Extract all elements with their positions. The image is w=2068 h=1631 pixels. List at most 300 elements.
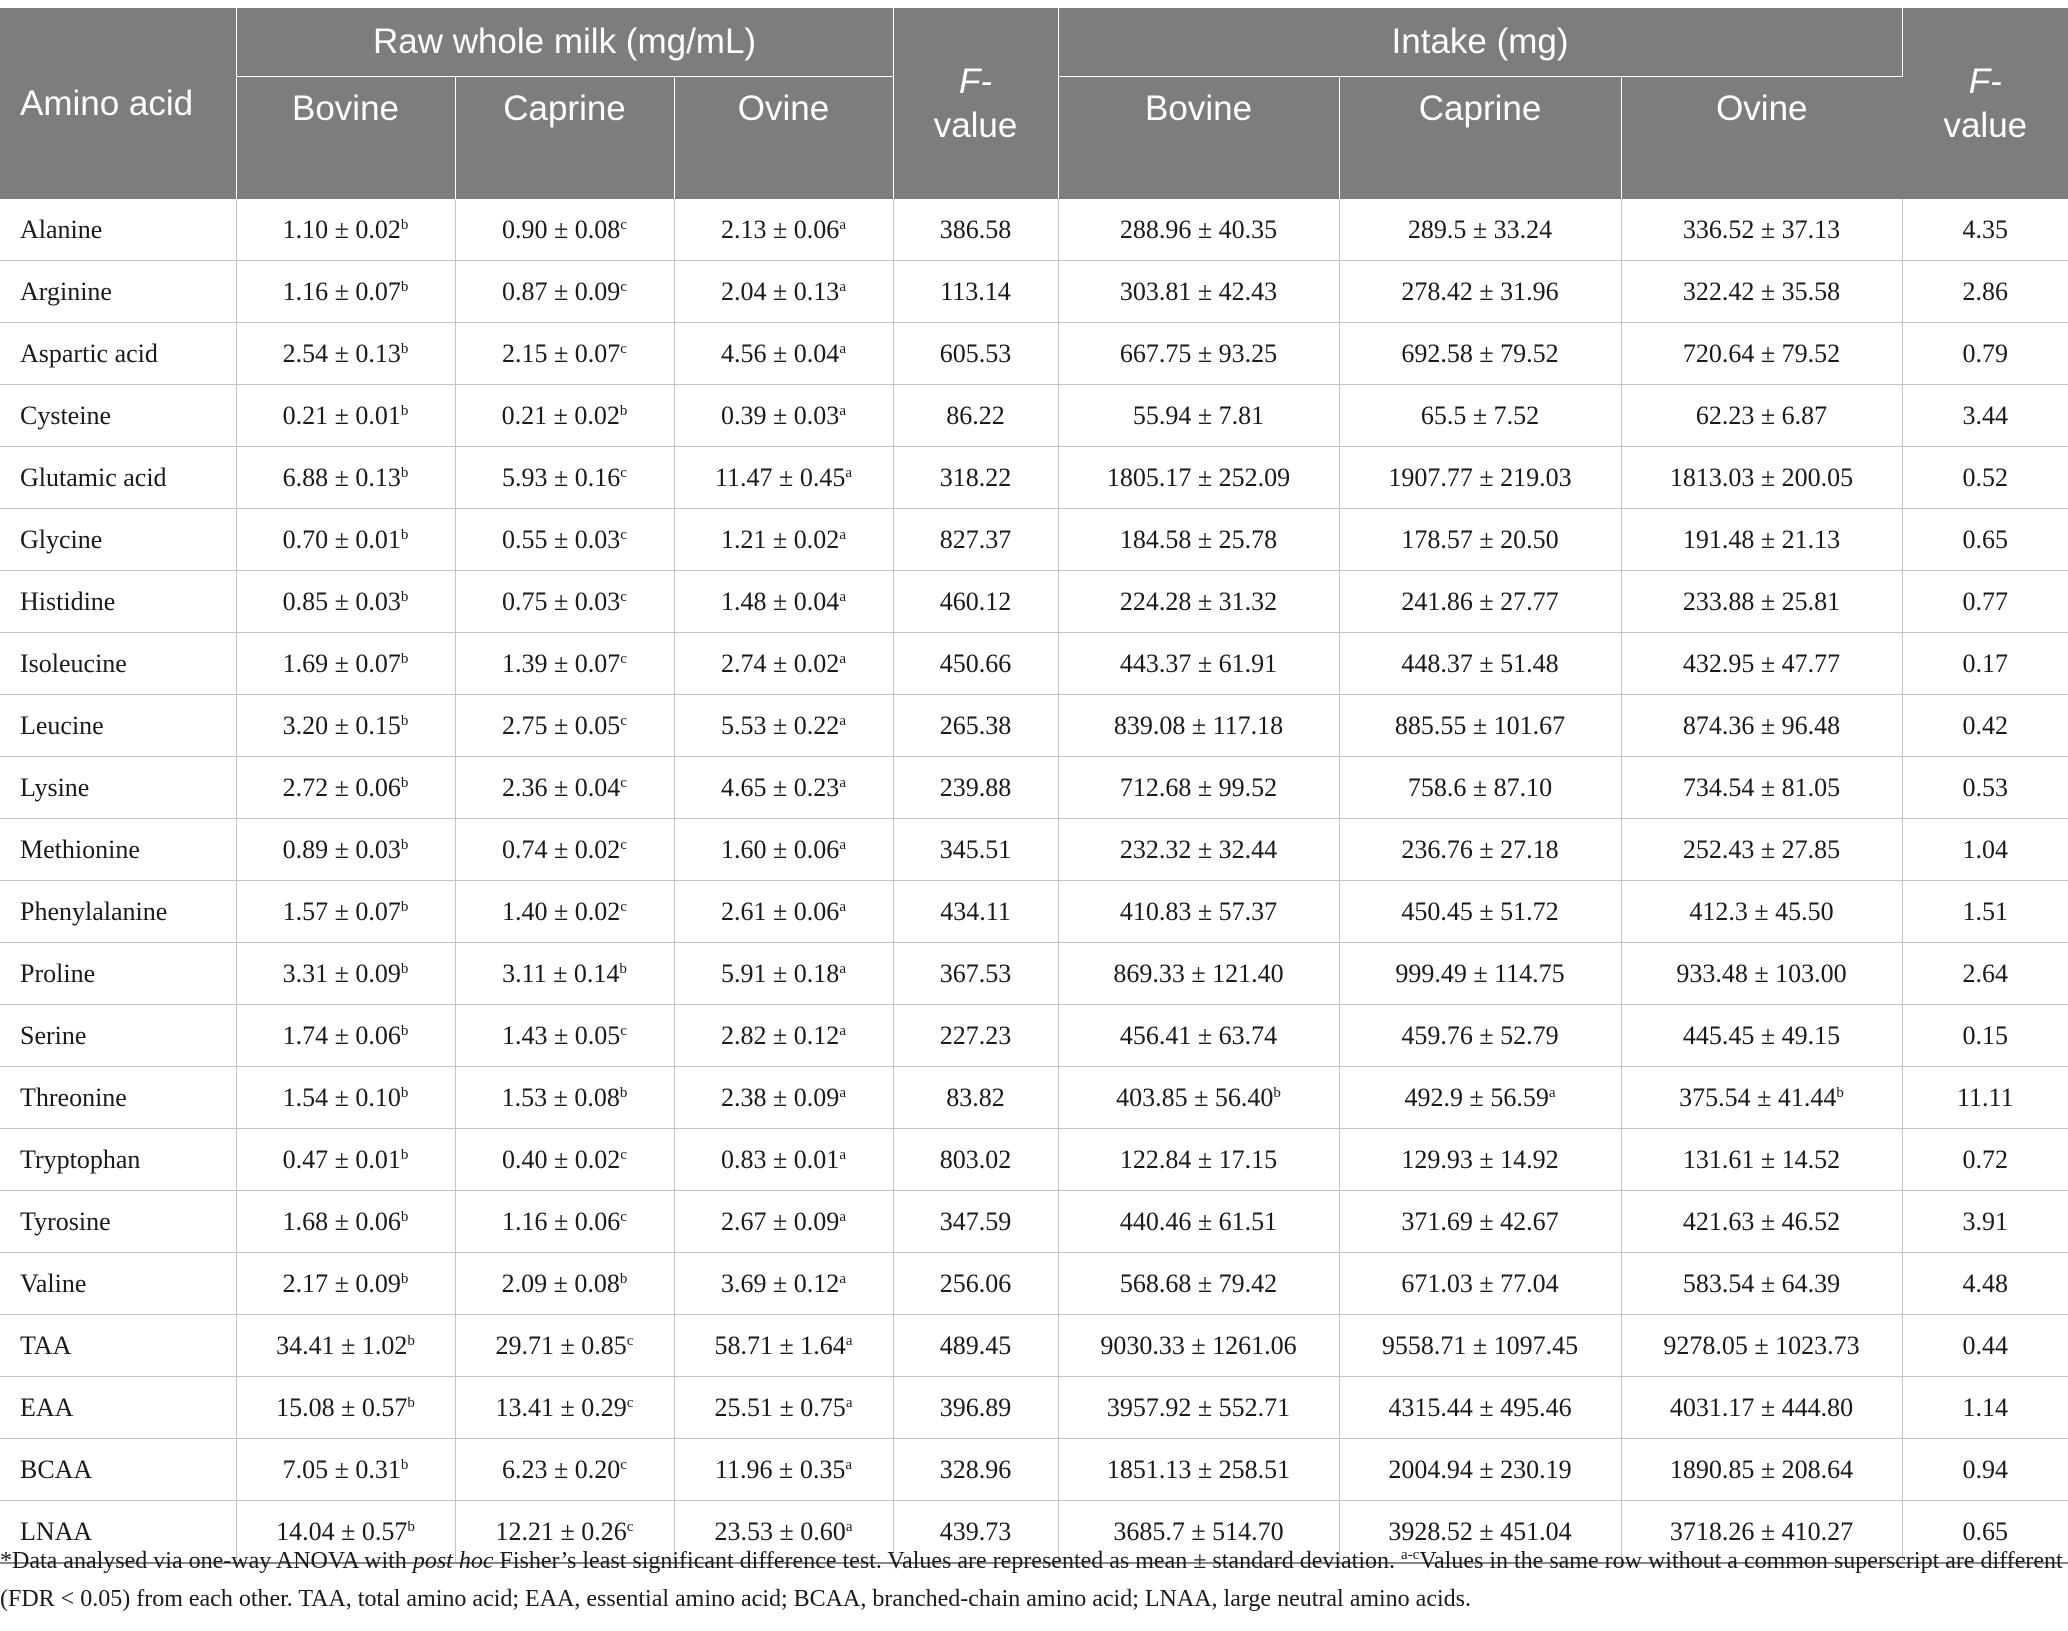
amino-acid-table — [0, 8, 2068, 1564]
cell-intake-ovine — [1621, 757, 1902, 819]
cell-intake-caprine-value: 178.57 ± 20.50 — [1401, 524, 1559, 554]
cell-raw-caprine — [455, 881, 674, 943]
cell-raw-ovine — [674, 1129, 893, 1191]
cell-intake-bovine-value: 712.68 ± 99.52 — [1119, 772, 1278, 802]
cell-raw-bovine-value: 6.88 ± 0.13 — [282, 462, 401, 492]
cell-f-value-intake-value: 2.86 — [1962, 276, 2009, 306]
table-row — [0, 385, 2068, 447]
cell-amino-acid-name-value: Arginine — [20, 276, 112, 306]
cell-raw-ovine-value: 1.48 ± 0.04 — [721, 586, 840, 616]
cell-f-value-raw — [893, 447, 1058, 509]
significance-superscript: c — [620, 774, 627, 791]
cell-amino-acid-name — [0, 323, 236, 385]
cell-raw-caprine-value: 29.71 ± 0.85 — [495, 1330, 627, 1360]
table-row — [0, 1005, 2068, 1067]
cell-intake-ovine-value: 3718.26 ± 410.27 — [1669, 1516, 1854, 1546]
significance-superscript: c — [620, 712, 627, 729]
cell-intake-bovine — [1058, 571, 1339, 633]
cell-raw-ovine-value: 23.53 ± 0.60 — [714, 1516, 846, 1546]
cell-raw-ovine-value: 2.74 ± 0.02 — [721, 648, 840, 678]
cell-intake-bovine — [1058, 881, 1339, 943]
cell-f-value-raw — [893, 633, 1058, 695]
significance-superscript: a — [839, 1146, 846, 1163]
cell-raw-caprine — [455, 1315, 674, 1377]
footnote-superscript: a-c — [1401, 1547, 1420, 1563]
cell-intake-bovine-value: 288.96 ± 40.35 — [1119, 214, 1278, 244]
cell-raw-caprine — [455, 695, 674, 757]
cell-raw-bovine — [236, 447, 455, 509]
cell-raw-bovine — [236, 1005, 455, 1067]
cell-intake-ovine-value: 874.36 ± 96.48 — [1682, 710, 1841, 740]
cell-raw-caprine — [455, 1005, 674, 1067]
table-body — [0, 199, 2068, 1563]
cell-raw-ovine-value: 2.13 ± 0.06 — [721, 214, 840, 244]
cell-raw-bovine — [236, 1439, 455, 1501]
cell-amino-acid-name — [0, 819, 236, 881]
cell-amino-acid-name — [0, 757, 236, 819]
cell-f-value-raw-value: 83.82 — [946, 1082, 1005, 1112]
cell-raw-ovine-value: 58.71 ± 1.64 — [714, 1330, 846, 1360]
cell-intake-caprine — [1339, 199, 1621, 261]
significance-superscript: b — [407, 1332, 415, 1349]
cell-intake-caprine — [1339, 447, 1621, 509]
significance-superscript: a — [839, 898, 846, 915]
cell-amino-acid-name — [0, 1315, 236, 1377]
cell-f-value-raw-value: 367.53 — [939, 958, 1012, 988]
cell-raw-ovine-value: 25.51 ± 0.75 — [714, 1392, 846, 1422]
cell-intake-caprine-value: 241.86 ± 27.77 — [1401, 586, 1559, 616]
cell-raw-caprine — [455, 323, 674, 385]
cell-amino-acid-name-value: Cysteine — [20, 400, 111, 430]
cell-raw-bovine-value: 2.72 ± 0.06 — [282, 772, 401, 802]
cell-intake-caprine-value: 2004.94 ± 230.19 — [1388, 1454, 1572, 1484]
cell-raw-caprine — [455, 943, 674, 1005]
cell-intake-bovine-value: 3957.92 ± 552.71 — [1106, 1392, 1291, 1422]
cell-intake-caprine-value: 278.42 ± 31.96 — [1401, 276, 1559, 306]
cell-intake-bovine — [1058, 943, 1339, 1005]
cell-raw-caprine — [455, 261, 674, 323]
cell-raw-caprine-value: 2.09 ± 0.08 — [501, 1268, 620, 1298]
cell-raw-caprine-value: 2.15 ± 0.07 — [502, 338, 621, 368]
table-row — [0, 1191, 2068, 1253]
significance-superscript: b — [400, 1146, 409, 1163]
cell-intake-ovine-value: 62.23 ± 6.87 — [1695, 400, 1828, 430]
table-row — [0, 1315, 2068, 1377]
cell-intake-caprine — [1339, 1377, 1621, 1439]
cell-raw-ovine — [674, 943, 893, 1005]
cell-amino-acid-name — [0, 633, 236, 695]
cell-raw-caprine-value: 1.53 ± 0.08 — [501, 1082, 620, 1112]
cell-f-value-raw-value: 803.02 — [939, 1144, 1012, 1174]
cell-intake-ovine — [1621, 943, 1902, 1005]
cell-amino-acid-name-value: Aspartic acid — [20, 338, 158, 368]
cell-raw-bovine-value: 15.08 ± 0.57 — [276, 1392, 408, 1422]
significance-superscript: c — [620, 1022, 627, 1039]
cell-intake-ovine-value: 131.61 ± 14.52 — [1682, 1144, 1841, 1174]
f-label: F- — [1968, 61, 2002, 101]
cell-f-value-intake — [1902, 1129, 2068, 1191]
significance-superscript: b — [400, 526, 409, 543]
cell-f-value-intake — [1902, 881, 2068, 943]
cell-amino-acid-name-value: Threonine — [20, 1082, 127, 1112]
cell-intake-ovine-value: 421.63 ± 46.52 — [1682, 1206, 1841, 1236]
cell-raw-ovine-value: 3.69 ± 0.12 — [721, 1268, 840, 1298]
cell-raw-ovine — [674, 819, 893, 881]
cell-f-value-raw-value: 396.89 — [939, 1392, 1012, 1422]
cell-raw-caprine-value: 2.36 ± 0.04 — [502, 772, 621, 802]
significance-superscript: b — [400, 836, 409, 853]
cell-raw-bovine — [236, 199, 455, 261]
cell-intake-caprine — [1339, 571, 1621, 633]
cell-raw-bovine-value: 1.69 ± 0.07 — [282, 648, 401, 678]
cell-intake-bovine — [1058, 1005, 1339, 1067]
cell-intake-caprine — [1339, 881, 1621, 943]
cell-f-value-raw — [893, 1005, 1058, 1067]
cell-intake-bovine-value: 403.85 ± 56.40 — [1116, 1082, 1274, 1112]
table-row — [0, 323, 2068, 385]
header-raw-caprine: Caprine — [455, 77, 674, 200]
significance-superscript: c — [626, 1332, 634, 1349]
cell-raw-ovine-value: 0.83 ± 0.01 — [721, 1144, 840, 1174]
cell-amino-acid-name — [0, 695, 236, 757]
cell-amino-acid-name — [0, 1129, 236, 1191]
cell-raw-caprine-value: 0.75 ± 0.03 — [502, 586, 621, 616]
cell-raw-bovine-value: 0.89 ± 0.03 — [282, 834, 401, 864]
cell-raw-bovine — [236, 1315, 455, 1377]
cell-raw-bovine-value: 1.74 ± 0.06 — [282, 1020, 401, 1050]
cell-raw-ovine — [674, 509, 893, 571]
cell-f-value-raw-value: 227.23 — [939, 1020, 1012, 1050]
header-raw-bovine: Bovine — [236, 77, 455, 200]
cell-intake-caprine — [1339, 1067, 1621, 1129]
cell-intake-caprine — [1339, 1439, 1621, 1501]
cell-intake-caprine — [1339, 1315, 1621, 1377]
footnote-text-2: Fisher’s least significant difference test. Values are represented as mean ± standard deviation. — [493, 1548, 1402, 1574]
amino-acid-table-container — [0, 8, 2068, 1564]
cell-raw-bovine — [236, 385, 455, 447]
cell-raw-caprine — [455, 199, 674, 261]
cell-raw-bovine-value: 1.10 ± 0.02 — [282, 214, 401, 244]
significance-superscript: b — [407, 1394, 415, 1411]
cell-intake-ovine — [1621, 695, 1902, 757]
cell-intake-bovine — [1058, 1067, 1339, 1129]
cell-raw-bovine-value: 0.70 ± 0.01 — [282, 524, 401, 554]
cell-amino-acid-name-value: Methionine — [20, 834, 140, 864]
cell-raw-ovine — [674, 199, 893, 261]
cell-raw-bovine-value: 0.21 ± 0.01 — [282, 400, 401, 430]
footnote-italic: post hoc — [412, 1548, 494, 1574]
cell-raw-ovine-value: 1.60 ± 0.06 — [721, 834, 840, 864]
cell-f-value-intake — [1902, 261, 2068, 323]
cell-f-value-raw — [893, 199, 1058, 261]
footnote-text-1: *Data analysed via one-way ANOVA with — [0, 1548, 413, 1574]
cell-amino-acid-name-value: Glycine — [20, 524, 103, 554]
cell-intake-caprine-value: 758.6 ± 87.10 — [1407, 772, 1553, 802]
cell-f-value-raw-value: 256.06 — [939, 1268, 1012, 1298]
significance-superscript: a — [839, 1270, 846, 1287]
cell-f-value-raw-value: 450.66 — [939, 648, 1012, 678]
cell-amino-acid-name — [0, 447, 236, 509]
cell-f-value-raw — [893, 757, 1058, 819]
cell-f-value-raw — [893, 261, 1058, 323]
cell-intake-ovine-value: 445.45 ± 49.15 — [1682, 1020, 1841, 1050]
cell-amino-acid-name-value: Tryptophan — [20, 1144, 141, 1174]
cell-raw-ovine-value: 2.04 ± 0.13 — [721, 276, 840, 306]
cell-raw-bovine-value: 34.41 ± 1.02 — [276, 1330, 408, 1360]
cell-raw-ovine-value: 4.56 ± 0.04 — [721, 338, 840, 368]
header-intake-bovine: Bovine — [1058, 77, 1339, 200]
cell-intake-ovine — [1621, 633, 1902, 695]
cell-intake-caprine-value: 692.58 ± 79.52 — [1401, 338, 1559, 368]
cell-raw-ovine-value: 5.53 ± 0.22 — [721, 710, 840, 740]
cell-intake-ovine-value: 933.48 ± 103.00 — [1676, 958, 1847, 988]
cell-intake-bovine — [1058, 509, 1339, 571]
cell-f-value-raw — [893, 943, 1058, 1005]
cell-f-value-intake — [1902, 323, 2068, 385]
header-amino-acid: Amino acid — [0, 8, 236, 199]
cell-intake-caprine-value: 671.03 ± 77.04 — [1401, 1268, 1559, 1298]
cell-f-value-raw — [893, 571, 1058, 633]
cell-f-value-intake-value: 0.53 — [1962, 772, 2009, 802]
cell-intake-ovine — [1621, 571, 1902, 633]
cell-intake-ovine — [1621, 1377, 1902, 1439]
cell-amino-acid-name-value: Histidine — [20, 586, 116, 616]
cell-intake-ovine-value: 9278.05 ± 1023.73 — [1663, 1330, 1860, 1360]
cell-f-value-raw — [893, 695, 1058, 757]
cell-raw-bovine-value: 1.54 ± 0.10 — [282, 1082, 401, 1112]
significance-superscript: b — [400, 898, 409, 915]
cell-raw-bovine-value: 2.54 ± 0.13 — [282, 338, 401, 368]
cell-intake-bovine — [1058, 261, 1339, 323]
significance-superscript: a — [845, 1332, 853, 1349]
cell-intake-ovine-value: 412.3 ± 45.50 — [1689, 896, 1834, 926]
header-intake-caprine: Caprine — [1339, 77, 1621, 200]
cell-intake-ovine — [1621, 385, 1902, 447]
table-header — [0, 8, 2068, 199]
cell-intake-bovine-value: 839.08 ± 117.18 — [1113, 710, 1284, 740]
cell-amino-acid-name-value: Alanine — [20, 214, 103, 244]
cell-raw-caprine-value: 6.23 ± 0.20 — [502, 1454, 621, 1484]
cell-intake-caprine — [1339, 1129, 1621, 1191]
cell-f-value-raw-value: 265.38 — [939, 710, 1012, 740]
cell-intake-caprine — [1339, 633, 1621, 695]
cell-intake-caprine — [1339, 385, 1621, 447]
cell-intake-bovine-value: 122.84 ± 17.15 — [1119, 1144, 1278, 1174]
cell-intake-bovine — [1058, 385, 1339, 447]
cell-f-value-intake-value: 0.15 — [1962, 1020, 2009, 1050]
cell-f-value-intake — [1902, 1067, 2068, 1129]
table-row — [0, 1129, 2068, 1191]
significance-superscript: b — [400, 712, 409, 729]
cell-raw-caprine-value: 1.16 ± 0.06 — [502, 1206, 621, 1236]
table-row — [0, 943, 2068, 1005]
cell-raw-ovine-value: 4.65 ± 0.23 — [721, 772, 840, 802]
cell-amino-acid-name-value: Isoleucine — [20, 648, 127, 678]
significance-superscript: b — [400, 650, 409, 667]
cell-raw-caprine-value: 1.40 ± 0.02 — [502, 896, 621, 926]
cell-raw-ovine-value: 2.82 ± 0.12 — [721, 1020, 840, 1050]
cell-f-value-intake-value: 1.14 — [1962, 1392, 2009, 1422]
cell-intake-ovine — [1621, 323, 1902, 385]
value-label: value — [933, 105, 1018, 145]
cell-raw-ovine — [674, 447, 893, 509]
cell-amino-acid-name-value: LNAA — [20, 1516, 93, 1546]
cell-f-value-intake — [1902, 1439, 2068, 1501]
cell-raw-caprine — [455, 757, 674, 819]
significance-superscript: b — [1836, 1084, 1844, 1101]
cell-f-value-intake-value: 3.44 — [1962, 400, 2009, 430]
cell-intake-bovine-value: 224.28 ± 31.32 — [1119, 586, 1278, 616]
cell-intake-caprine-value: 448.37 ± 51.48 — [1401, 648, 1559, 678]
cell-raw-ovine — [674, 1191, 893, 1253]
cell-intake-bovine-value: 3685.7 ± 514.70 — [1113, 1516, 1284, 1546]
cell-f-value-intake — [1902, 199, 2068, 261]
significance-superscript: b — [619, 1270, 628, 1287]
cell-f-value-raw — [893, 1067, 1058, 1129]
table-footnote — [0, 1542, 2068, 1618]
cell-f-value-raw-value: 86.22 — [946, 400, 1005, 430]
cell-amino-acid-name-value: Serine — [20, 1020, 87, 1050]
table-row — [0, 819, 2068, 881]
cell-raw-bovine — [236, 261, 455, 323]
table-row — [0, 571, 2068, 633]
cell-f-value-raw-value: 605.53 — [939, 338, 1012, 368]
cell-raw-caprine — [455, 509, 674, 571]
cell-raw-caprine-value: 0.87 ± 0.09 — [502, 276, 621, 306]
cell-raw-caprine — [455, 633, 674, 695]
footnote-text-3: Values in the same row without a common superscript are different (FDR < 0.05) from each other. TAA, total amino acid; EAA, essential amino acid; BCAA, branched-chain amino acid; LNAA, large neutral amino acids. — [0, 1548, 2063, 1612]
cell-intake-bovine-value: 568.68 ± 79.42 — [1119, 1268, 1278, 1298]
cell-intake-caprine — [1339, 261, 1621, 323]
cell-intake-bovine — [1058, 757, 1339, 819]
cell-raw-ovine-value: 2.38 ± 0.09 — [721, 1082, 840, 1112]
cell-raw-bovine — [236, 323, 455, 385]
cell-intake-bovine — [1058, 447, 1339, 509]
cell-f-value-raw — [893, 1315, 1058, 1377]
cell-intake-bovine — [1058, 1377, 1339, 1439]
significance-superscript: a — [845, 1456, 852, 1473]
cell-raw-bovine-value: 1.68 ± 0.06 — [282, 1206, 401, 1236]
cell-intake-bovine-value: 440.46 ± 61.51 — [1119, 1206, 1278, 1236]
cell-intake-caprine — [1339, 695, 1621, 757]
significance-superscript: a — [1548, 1084, 1556, 1101]
cell-raw-caprine-value: 5.93 ± 0.16 — [502, 462, 621, 492]
cell-intake-ovine — [1621, 1129, 1902, 1191]
significance-superscript: b — [400, 216, 409, 233]
cell-intake-caprine — [1339, 943, 1621, 1005]
cell-f-value-raw-value: 434.11 — [940, 896, 1011, 926]
cell-raw-bovine — [236, 633, 455, 695]
cell-intake-caprine-value: 371.69 ± 42.67 — [1401, 1206, 1559, 1236]
table-row — [0, 881, 2068, 943]
table-row — [0, 1439, 2068, 1501]
cell-amino-acid-name — [0, 261, 236, 323]
cell-intake-bovine-value: 232.32 ± 32.44 — [1119, 834, 1278, 864]
significance-superscript: b — [400, 1208, 409, 1225]
cell-intake-bovine-value: 9030.33 ± 1261.06 — [1100, 1330, 1297, 1360]
cell-raw-caprine-value: 0.55 ± 0.03 — [502, 524, 621, 554]
cell-raw-caprine — [455, 1377, 674, 1439]
significance-superscript: b — [400, 278, 409, 295]
cell-f-value-intake-value: 1.51 — [1962, 896, 2009, 926]
significance-superscript: a — [839, 650, 846, 667]
cell-raw-ovine-value: 2.67 ± 0.09 — [721, 1206, 840, 1236]
cell-intake-caprine-value: 492.9 ± 56.59 — [1404, 1082, 1549, 1112]
cell-raw-ovine — [674, 1315, 893, 1377]
cell-f-value-intake — [1902, 1191, 2068, 1253]
cell-intake-caprine-value: 236.76 ± 27.18 — [1401, 834, 1559, 864]
cell-raw-caprine-value: 3.11 ± 0.14 — [502, 958, 620, 988]
cell-raw-caprine-value: 12.21 ± 0.26 — [495, 1516, 627, 1546]
cell-intake-bovine — [1058, 695, 1339, 757]
cell-intake-bovine-value: 443.37 ± 61.91 — [1119, 648, 1278, 678]
cell-raw-bovine — [236, 1377, 455, 1439]
cell-f-value-intake-value: 0.65 — [1962, 524, 2009, 554]
cell-amino-acid-name-value: TAA — [20, 1330, 72, 1360]
cell-raw-ovine — [674, 385, 893, 447]
significance-superscript: c — [620, 216, 627, 233]
significance-superscript: c — [620, 1456, 627, 1473]
significance-superscript: b — [400, 774, 409, 791]
cell-intake-caprine — [1339, 323, 1621, 385]
significance-superscript: b — [400, 402, 409, 419]
cell-f-value-intake-value: 4.35 — [1962, 214, 2009, 244]
cell-amino-acid-name-value: Glutamic acid — [20, 462, 167, 492]
significance-superscript: b — [400, 1270, 409, 1287]
cell-raw-caprine-value: 0.74 ± 0.02 — [502, 834, 621, 864]
cell-raw-bovine-value: 14.04 ± 0.57 — [276, 1516, 408, 1546]
cell-f-value-raw — [893, 1439, 1058, 1501]
cell-intake-ovine — [1621, 881, 1902, 943]
cell-f-value-intake — [1902, 571, 2068, 633]
cell-intake-caprine — [1339, 509, 1621, 571]
header-intake-ovine: Ovine — [1621, 77, 1902, 200]
significance-superscript: a — [839, 960, 846, 977]
cell-raw-bovine-value: 0.47 ± 0.01 — [282, 1144, 401, 1174]
f-label: F- — [959, 61, 993, 101]
cell-f-value-intake — [1902, 633, 2068, 695]
cell-f-value-intake-value: 0.94 — [1962, 1454, 2009, 1484]
cell-raw-ovine-value: 11.47 ± 0.45 — [715, 462, 846, 492]
table-row — [0, 633, 2068, 695]
cell-intake-bovine — [1058, 1439, 1339, 1501]
cell-intake-ovine-value: 4031.17 ± 444.80 — [1669, 1392, 1854, 1422]
cell-f-value-intake — [1902, 695, 2068, 757]
cell-raw-caprine — [455, 1191, 674, 1253]
cell-amino-acid-name — [0, 385, 236, 447]
cell-intake-ovine — [1621, 1005, 1902, 1067]
cell-intake-bovine-value: 1851.13 ± 258.51 — [1106, 1454, 1291, 1484]
cell-intake-bovine — [1058, 323, 1339, 385]
cell-intake-ovine — [1621, 1191, 1902, 1253]
cell-f-value-intake — [1902, 1005, 2068, 1067]
cell-f-value-raw-value: 827.37 — [939, 524, 1012, 554]
cell-amino-acid-name-value: Leucine — [20, 710, 104, 740]
significance-superscript: c — [620, 278, 627, 295]
cell-amino-acid-name — [0, 571, 236, 633]
significance-superscript: b — [400, 340, 409, 357]
cell-f-value-raw-value: 460.12 — [939, 586, 1012, 616]
cell-intake-ovine-value: 432.95 ± 47.77 — [1682, 648, 1841, 678]
cell-f-value-intake — [1902, 943, 2068, 1005]
cell-intake-caprine — [1339, 819, 1621, 881]
cell-intake-bovine-value: 303.81 ± 42.43 — [1119, 276, 1278, 306]
significance-superscript: a — [839, 836, 846, 853]
cell-intake-bovine — [1058, 199, 1339, 261]
cell-amino-acid-name-value: Proline — [20, 958, 96, 988]
significance-superscript: a — [839, 278, 846, 295]
cell-f-value-raw-value: 439.73 — [939, 1516, 1012, 1546]
